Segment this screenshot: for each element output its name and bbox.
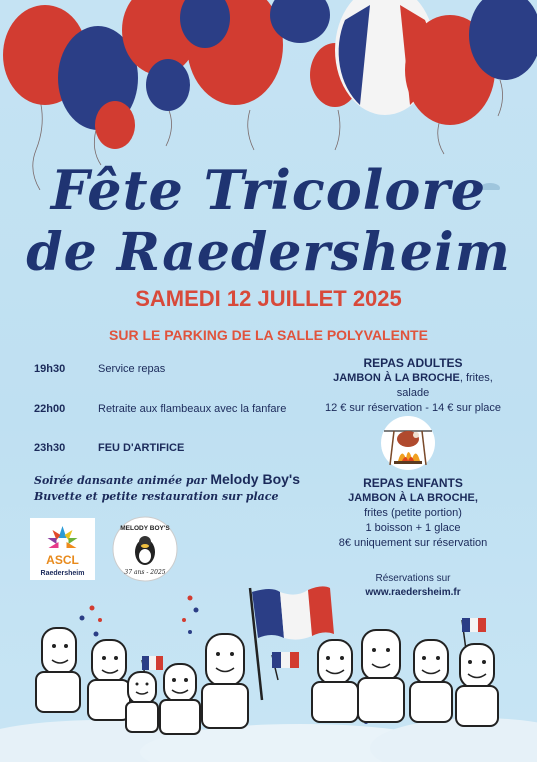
schedule-label: Retraite aux flambeaux avec la fanfare bbox=[98, 403, 287, 415]
schedule-time: 22h00 bbox=[34, 403, 66, 415]
reservations-label: Réservations sur bbox=[375, 573, 451, 584]
melody-logo-bottom-text: 37 ans - 2025 bbox=[124, 569, 166, 576]
soiree-prefix: Soirée dansante animée par bbox=[34, 474, 211, 487]
ascl-logo-text: ASCL bbox=[46, 553, 79, 567]
schedule-label: Service repas bbox=[98, 363, 166, 375]
schedule-time: 23h30 bbox=[34, 442, 66, 454]
ascl-logo bbox=[30, 518, 95, 580]
schedule-time: 19h30 bbox=[34, 363, 66, 375]
title-line-1: Fête Tricolore bbox=[50, 158, 487, 222]
event-venue: SUR LE PARKING DE LA SALLE POLYVALENTE bbox=[109, 327, 428, 343]
band-name: Melody Boy's bbox=[210, 471, 301, 487]
event-date: SAMEDI 12 JUILLET 2025 bbox=[135, 286, 402, 311]
melody-logo-top-text: MELODY BOY'S bbox=[120, 525, 170, 532]
repas-adultes-heading: REPAS ADULTES bbox=[363, 356, 463, 370]
repas-enfants-line: 1 boisson + 1 glace bbox=[365, 522, 461, 534]
repas-adultes-dish: JAMBON À LA BROCHE bbox=[333, 372, 460, 384]
repas-enfants-line: 8€ uniquement sur réservation bbox=[338, 537, 488, 549]
buvette-info: Buvette et petite restauration sur place bbox=[34, 490, 279, 503]
ascl-logo-subtext: Raedersheim bbox=[40, 570, 85, 577]
repas-enfants bbox=[318, 476, 508, 551]
repas-adultes bbox=[318, 356, 508, 416]
repas-enfants-dish: JAMBON À LA BROCHE, bbox=[348, 492, 478, 504]
soiree-info bbox=[34, 471, 300, 505]
reservations-url[interactable]: www.raedersheim.fr bbox=[365, 587, 461, 598]
title-line-2: de Raedersheim bbox=[26, 222, 511, 283]
repas-adultes-price: 12 € sur réservation - 14 € sur place bbox=[324, 402, 502, 414]
crowd-illustration bbox=[0, 580, 537, 762]
roast-ham-icon bbox=[380, 415, 436, 471]
melody-boys-logo bbox=[112, 516, 178, 582]
repas-adultes-sides: , frites, salade bbox=[396, 372, 493, 399]
repas-enfants-line: frites (petite portion) bbox=[364, 507, 462, 519]
repas-enfants-heading: REPAS ENFANTS bbox=[363, 476, 463, 490]
schedule-label: FEU D'ARTIFICE bbox=[98, 442, 185, 454]
